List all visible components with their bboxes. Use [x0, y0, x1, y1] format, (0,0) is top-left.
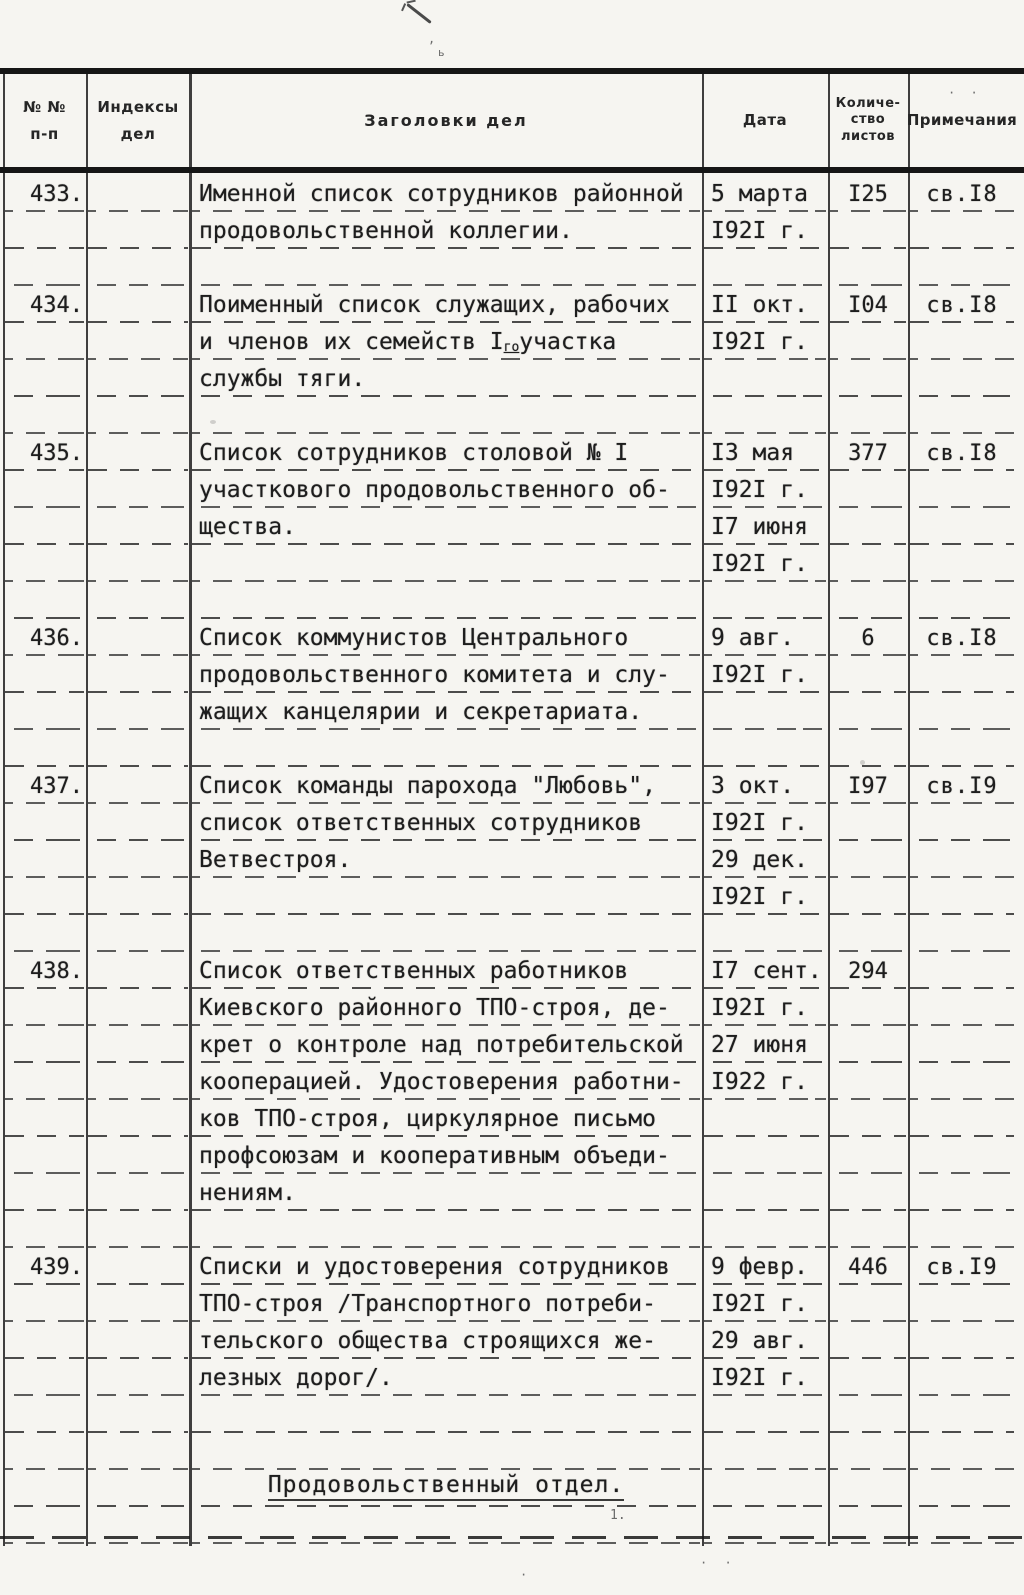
case-title [190, 250, 702, 287]
case-title: жащих канцелярии и секретариата. [190, 694, 702, 731]
case-index [86, 509, 190, 546]
case-index [86, 1212, 190, 1249]
case-title [190, 324, 702, 361]
row-number [3, 250, 86, 287]
sheet-count [828, 361, 908, 398]
header-count-line2: ство [850, 112, 886, 128]
case-date [702, 694, 828, 731]
table-body [3, 176, 1016, 1545]
table-row [3, 176, 1016, 213]
header-index-line1: Индексы [97, 98, 179, 117]
header-col-number [3, 74, 86, 167]
note: св.I9 [908, 1249, 1016, 1286]
case-title: ТПО-строя /Транспортного потреби- [190, 1286, 702, 1323]
case-title [190, 916, 702, 953]
sheet-count [828, 990, 908, 1027]
table-row-continuation [3, 1323, 1016, 1360]
header-col-titles [190, 74, 702, 167]
case-index [86, 1064, 190, 1101]
table-row-continuation [3, 879, 1016, 916]
sheet-count: I97 [828, 768, 908, 805]
case-date [702, 1175, 828, 1212]
note [908, 694, 1016, 731]
row-number [3, 1323, 86, 1360]
ink-speck: · [520, 1568, 528, 1582]
case-title-text: участка [519, 329, 617, 355]
row-number [3, 546, 86, 583]
case-title: Списки и удостоверения сотрудников [190, 1249, 702, 1286]
case-title: профсоюзам и кооперативным объеди- [190, 1138, 702, 1175]
case-date: 29 дек. [702, 842, 828, 879]
sheet-count [828, 1360, 908, 1397]
row-number [3, 842, 86, 879]
sheet-count [828, 1064, 908, 1101]
note: св.I8 [908, 620, 1016, 657]
table-row-continuation [3, 731, 1016, 768]
case-title: Список ответственных работников [190, 953, 702, 990]
sheet-count [828, 1175, 908, 1212]
row-number [3, 1027, 86, 1064]
case-index [86, 1249, 190, 1286]
case-title: Список команды парохода "Любовь", [190, 768, 702, 805]
case-title [190, 879, 702, 916]
ink-speck: , [428, 32, 436, 46]
note [908, 361, 1016, 398]
case-date: I92I г. [702, 472, 828, 509]
case-index [86, 1138, 190, 1175]
case-title: Список коммунистов Центрального [190, 620, 702, 657]
header-number-line1: № № [23, 98, 66, 117]
sheet-count [828, 1286, 908, 1323]
case-date [702, 1101, 828, 1138]
case-date: I92I г. [702, 990, 828, 1027]
case-index [86, 1027, 190, 1064]
case-index [86, 1471, 190, 1508]
case-date: 9 авг. [702, 620, 828, 657]
case-title: Поименный список служащих, рабочих [190, 287, 702, 324]
case-index [86, 1508, 190, 1545]
row-number: 435. [3, 435, 86, 472]
row-number [3, 879, 86, 916]
table-row-continuation [3, 250, 1016, 287]
sheet-count [828, 213, 908, 250]
sheet-count [828, 1397, 908, 1434]
table-row-continuation [3, 842, 1016, 879]
section-heading [190, 1434, 702, 1471]
case-index [86, 324, 190, 361]
case-title [190, 583, 702, 620]
sheet-count [828, 1027, 908, 1064]
row-number [3, 990, 86, 1027]
case-title: продовольственной коллегии. [190, 213, 702, 250]
spacer-row [3, 1434, 1016, 1471]
table-row-continuation [3, 1360, 1016, 1397]
header-col-count [828, 74, 908, 167]
sheet-count [828, 1138, 908, 1175]
case-date [702, 361, 828, 398]
case-index [86, 805, 190, 842]
sheet-count [828, 805, 908, 842]
table-row-continuation [3, 213, 1016, 250]
case-date [702, 1508, 828, 1545]
row-number [3, 472, 86, 509]
case-title: кооперацией. Удостоверения работни- [190, 1064, 702, 1101]
case-title: Киевского районного ТПО-строя, де- [190, 990, 702, 1027]
note [908, 583, 1016, 620]
case-date [702, 583, 828, 620]
note [908, 1471, 1016, 1508]
table-row [3, 953, 1016, 990]
table-header [3, 74, 1016, 167]
case-index [86, 953, 190, 990]
header-bottom-rule [0, 167, 1024, 173]
note [908, 1175, 1016, 1212]
case-index [86, 1286, 190, 1323]
case-date: I3 мая [702, 435, 828, 472]
table-row-continuation [3, 694, 1016, 731]
row-number [3, 731, 86, 768]
case-index [86, 657, 190, 694]
table-row-continuation [3, 1138, 1016, 1175]
note [908, 1360, 1016, 1397]
case-title [190, 398, 702, 435]
row-number: 438. [3, 953, 86, 990]
sheet-count [828, 694, 908, 731]
row-number [3, 361, 86, 398]
table-row-continuation [3, 509, 1016, 546]
case-index [86, 916, 190, 953]
header-count-line1: Количе- [835, 96, 901, 112]
row-number [3, 694, 86, 731]
row-number [3, 583, 86, 620]
header-index-line2: дел [120, 124, 156, 143]
sheet-count [828, 731, 908, 768]
case-date: II окт. [702, 287, 828, 324]
pen-mark [406, 3, 431, 24]
case-date [702, 398, 828, 435]
case-date: 27 июня [702, 1027, 828, 1064]
note [908, 1101, 1016, 1138]
note [908, 953, 1016, 990]
case-title: ков ТПО-строя, циркулярное письмо [190, 1101, 702, 1138]
case-date: I92I г. [702, 1286, 828, 1323]
header-titles-label: Заголовки дел [364, 110, 528, 130]
ink-speck: · · [948, 86, 982, 100]
row-number: 436. [3, 620, 86, 657]
table-row-continuation [3, 361, 1016, 398]
header-col-notes [908, 74, 1016, 167]
table-row-continuation [3, 324, 1016, 361]
case-index [86, 768, 190, 805]
case-title: Ветвестроя. [190, 842, 702, 879]
table-row-continuation [3, 916, 1016, 953]
table-row [3, 768, 1016, 805]
case-title: Список сотрудников столовой № I [190, 435, 702, 472]
case-title: тельского общества строящихся же- [190, 1323, 702, 1360]
table-row-continuation [3, 1027, 1016, 1064]
sheet-count [828, 472, 908, 509]
table-row-continuation [3, 1175, 1016, 1212]
sheet-count [828, 1508, 908, 1545]
case-index [86, 435, 190, 472]
table-row [3, 620, 1016, 657]
case-date: 29 авг. [702, 1323, 828, 1360]
case-title: продовольственного комитета и слу- [190, 657, 702, 694]
row-number [3, 213, 86, 250]
note [908, 879, 1016, 916]
note: св.I8 [908, 287, 1016, 324]
case-date [702, 916, 828, 953]
row-number: 433. [3, 176, 86, 213]
case-index [86, 731, 190, 768]
case-index [86, 1360, 190, 1397]
table-row-continuation [3, 1101, 1016, 1138]
table-row [3, 435, 1016, 472]
case-date: I92I г. [702, 805, 828, 842]
case-index [86, 842, 190, 879]
sheet-count [828, 1471, 908, 1508]
ink-speck: · · [700, 1556, 737, 1570]
note: св.I8 [908, 435, 1016, 472]
case-title [190, 1212, 702, 1249]
note [908, 1138, 1016, 1175]
case-date [702, 1434, 828, 1471]
row-number [3, 1360, 86, 1397]
table-row-continuation [3, 1397, 1016, 1434]
case-date: 3 окт. [702, 768, 828, 805]
row-number [3, 1212, 86, 1249]
case-date: I92I г. [702, 657, 828, 694]
note [908, 842, 1016, 879]
note [908, 1064, 1016, 1101]
ordinal-superscript: го [503, 340, 520, 355]
note [908, 1323, 1016, 1360]
case-index [86, 990, 190, 1027]
note [908, 546, 1016, 583]
table-row-continuation [3, 990, 1016, 1027]
case-title: нениям. [190, 1175, 702, 1212]
sheet-count [828, 842, 908, 879]
row-number [3, 1138, 86, 1175]
case-date [702, 731, 828, 768]
case-date: I92I г. [702, 324, 828, 361]
note [908, 1397, 1016, 1434]
case-date [702, 1138, 828, 1175]
sheet-count [828, 583, 908, 620]
sheet-count [828, 324, 908, 361]
sheet-count: 446 [828, 1249, 908, 1286]
case-title-text: и членов их семейств I [199, 329, 504, 355]
case-date [702, 1471, 828, 1508]
sheet-count: I25 [828, 176, 908, 213]
case-index [86, 1397, 190, 1434]
sheet-count [828, 546, 908, 583]
header-notes-label: Примечания [906, 111, 1018, 130]
table-row-continuation [3, 805, 1016, 842]
case-title: участкового продовольственного об- [190, 472, 702, 509]
case-index [86, 546, 190, 583]
note [908, 324, 1016, 361]
case-index [86, 472, 190, 509]
case-date: I92I г. [702, 1360, 828, 1397]
case-index [86, 1101, 190, 1138]
case-title: службы тяги. [190, 361, 702, 398]
note [908, 916, 1016, 953]
note [908, 731, 1016, 768]
row-number: 437. [3, 768, 86, 805]
case-index [86, 250, 190, 287]
row-number [3, 398, 86, 435]
note [908, 1212, 1016, 1249]
table-row-continuation [3, 1064, 1016, 1101]
row-number [3, 916, 86, 953]
row-number: 434. [3, 287, 86, 324]
row-number [3, 1286, 86, 1323]
case-title: Именной список сотрудников районной [190, 176, 702, 213]
case-title [190, 546, 702, 583]
ink-speck: 1. [610, 1508, 626, 1523]
header-col-index [86, 74, 190, 167]
case-index [86, 213, 190, 250]
case-title: список ответственных сотрудников [190, 805, 702, 842]
table-row [3, 1249, 1016, 1286]
table-row-continuation [3, 1212, 1016, 1249]
case-index [86, 176, 190, 213]
sheet-count: 6 [828, 620, 908, 657]
sheet-count [828, 1101, 908, 1138]
row-number [3, 1175, 86, 1212]
case-date: I7 июня [702, 509, 828, 546]
row-number [3, 805, 86, 842]
note [908, 805, 1016, 842]
row-number [3, 1434, 86, 1471]
case-index [86, 1434, 190, 1471]
table-row-continuation [3, 583, 1016, 620]
row-number: 439. [3, 1249, 86, 1286]
sheet-count [828, 1323, 908, 1360]
note [908, 1027, 1016, 1064]
row-number [3, 657, 86, 694]
case-date: I7 сент. [702, 953, 828, 990]
sheet-count [828, 1434, 908, 1471]
table-row-continuation [3, 546, 1016, 583]
case-date [702, 1397, 828, 1434]
case-title: крет о контроле над потребительской [190, 1027, 702, 1064]
note [908, 213, 1016, 250]
note [908, 250, 1016, 287]
note [908, 398, 1016, 435]
table-row-continuation [3, 472, 1016, 509]
row-number [3, 509, 86, 546]
sheet-count [828, 398, 908, 435]
sheet-count [828, 879, 908, 916]
sheet-count [828, 916, 908, 953]
section-heading-row [3, 1471, 1016, 1508]
header-number-line2: п-п [30, 124, 59, 143]
case-date: 5 марта [702, 176, 828, 213]
header-date-label: Дата [742, 111, 788, 130]
note [908, 657, 1016, 694]
section-heading-text: Продовольственный отдел. [268, 1474, 624, 1501]
case-index [86, 398, 190, 435]
note [908, 1286, 1016, 1323]
row-number [3, 1508, 86, 1545]
table-row [3, 287, 1016, 324]
case-date: I92I г. [702, 213, 828, 250]
row-number [3, 1397, 86, 1434]
sheet-count [828, 1212, 908, 1249]
sheet-count [828, 509, 908, 546]
case-index [86, 583, 190, 620]
case-title: щества. [190, 509, 702, 546]
row-number [3, 1471, 86, 1508]
sheet-count: I04 [828, 287, 908, 324]
case-title [190, 1397, 702, 1434]
note: св.I9 [908, 768, 1016, 805]
sheet-count: 377 [828, 435, 908, 472]
case-index [86, 361, 190, 398]
case-date: I92I г. [702, 546, 828, 583]
case-index [86, 694, 190, 731]
row-number [3, 1064, 86, 1101]
case-date [702, 1212, 828, 1249]
case-date: I92I г. [702, 879, 828, 916]
section-heading [190, 1508, 702, 1545]
sheet-count: 294 [828, 953, 908, 990]
header-col-date [702, 74, 828, 167]
sheet-count [828, 657, 908, 694]
case-index [86, 879, 190, 916]
note [908, 472, 1016, 509]
case-date: I922 г. [702, 1064, 828, 1101]
ink-speck: ь [438, 46, 445, 59]
case-index [86, 620, 190, 657]
row-number [3, 324, 86, 361]
note: св.I8 [908, 176, 1016, 213]
case-title: лезных дорог/. [190, 1360, 702, 1397]
case-index [86, 1323, 190, 1360]
note [908, 1434, 1016, 1471]
case-date [702, 250, 828, 287]
case-date: 9 февр. [702, 1249, 828, 1286]
case-index [86, 1175, 190, 1212]
section-heading [190, 1471, 702, 1508]
table-row-continuation [3, 657, 1016, 694]
row-number [3, 1101, 86, 1138]
table-row-continuation [3, 398, 1016, 435]
header-count-line3: листов [840, 128, 896, 144]
table-row-continuation [3, 1286, 1016, 1323]
sheet-count [828, 250, 908, 287]
case-title [190, 731, 702, 768]
spacer-row [3, 1508, 1016, 1545]
case-index [86, 287, 190, 324]
note [908, 509, 1016, 546]
note [908, 990, 1016, 1027]
note [908, 1508, 1016, 1545]
